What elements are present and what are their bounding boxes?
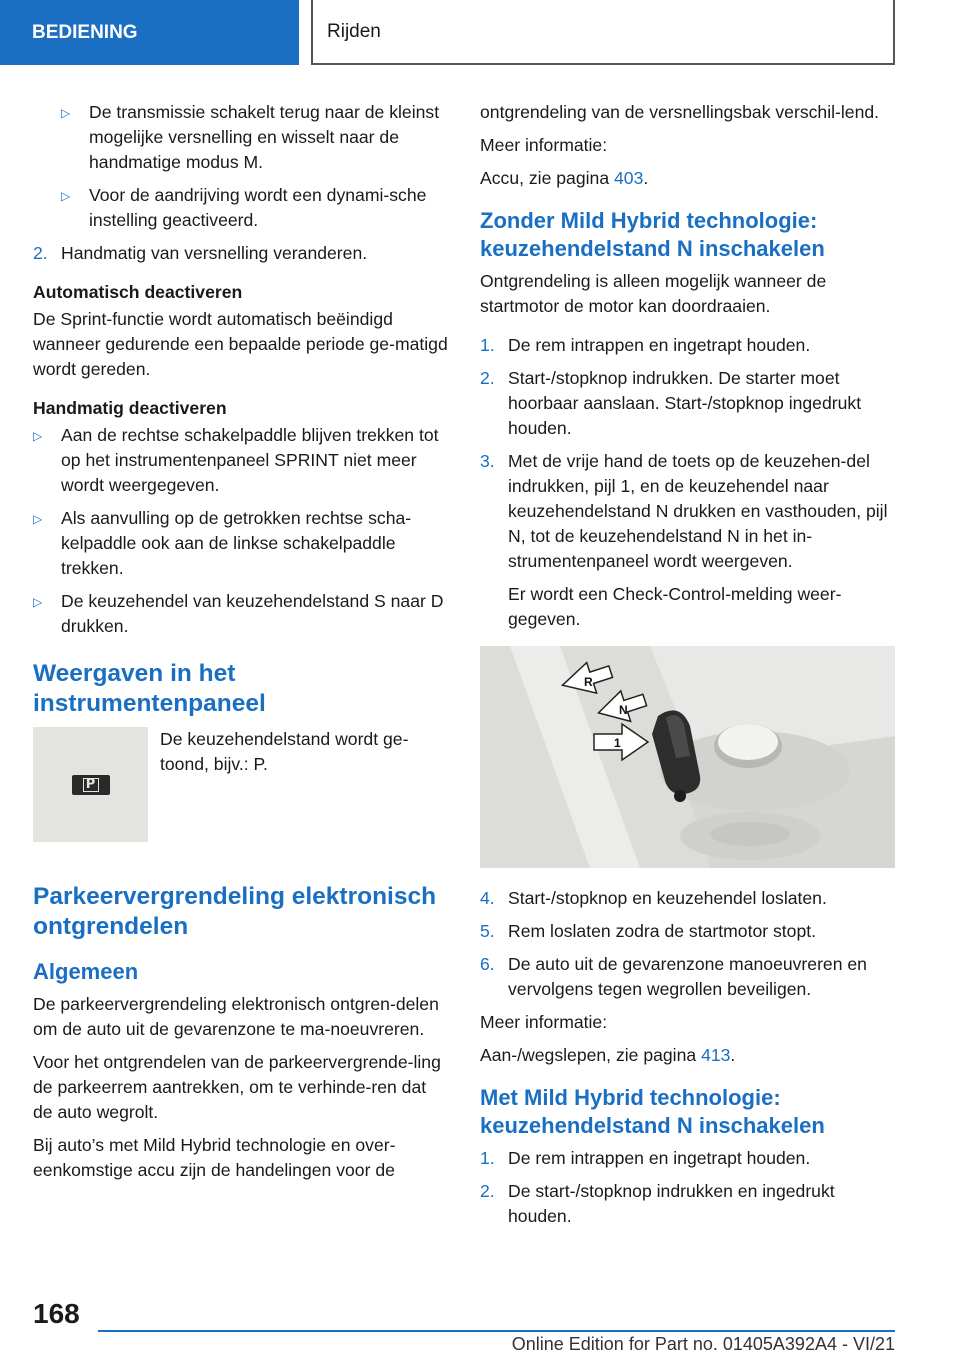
triangle-bullet-icon: ▷ xyxy=(33,512,43,526)
step-item: 5. Rem loslaten zodra de startmotor stopt. xyxy=(480,919,895,944)
step-number: 5. xyxy=(480,921,495,941)
manual-deactivate-heading: Handmatig deactiveren xyxy=(33,398,227,418)
edition-info: Online Edition for Part no. 01405A392A4 - VI/21 xyxy=(511,1334,895,1354)
list-item: ▷ De transmissie schakelt terug naar de kleinst mogelijke versnelling en wisselt naar de handmatige modus M. xyxy=(61,102,440,172)
without-intro: Ontgrendeling is alleen mogelijk wanneer de startmotor de motor kan doordraaien. xyxy=(480,271,827,316)
left-column xyxy=(33,100,448,1191)
section-title: BEDIENING xyxy=(32,21,138,43)
chapter-tab xyxy=(311,0,895,65)
display-indicator-image xyxy=(33,727,148,842)
triangle-bullet-icon: ▷ xyxy=(33,595,43,609)
step-item: 1. De rem intrappen en ingetrapt houden. xyxy=(480,333,895,358)
more-info-label: Meer informatie: xyxy=(480,135,608,155)
reference-line: Aan-/wegslepen, zie pagina 413. xyxy=(480,1045,736,1065)
step-item: 2. De start-/stopknop indrukken en ingedrukt houden. xyxy=(480,1181,835,1226)
list-item: ▷ Aan de rechtse schakelpaddle blijven trekken tot op het instrumentenpaneel SPRINT niet meer wordt weergegeven. xyxy=(33,425,439,495)
sprint-sub-bullets xyxy=(33,100,448,233)
general-paragraph: De parkeervergrendeling elektronisch ontgren-delen om de auto uit de gevarenzone te ma-noeuvreren. xyxy=(33,994,439,1039)
park-indicator-icon: P xyxy=(72,775,110,795)
list-item: ▷ De keuzehendel van keuzehendelstand S naar D drukken. xyxy=(33,591,444,636)
step-item: 2. Handmatig van versnelling veranderen. xyxy=(33,241,448,266)
step-number: 1. xyxy=(480,335,495,355)
step-number: 2. xyxy=(480,1181,495,1201)
page-link-403[interactable]: 403 xyxy=(614,168,644,188)
general-paragraph: Voor het ontgrendelen van de parkeervergrende-ling de parkeerrem aantrekken, om te verhinde-ren dat de auto wegrolt. xyxy=(33,1052,441,1122)
list-item: ▷ Voor de aandrijving wordt een dynami-sche instelling geactiveerd. xyxy=(61,185,427,230)
section-tab xyxy=(0,0,299,65)
page-number: 168 xyxy=(33,1298,80,1329)
auto-deactivate-text: De Sprint-functie wordt automatisch beëindigd wanneer gedurende een bepaalde periode ge-matigd wordt gereden. xyxy=(33,309,448,379)
svg-text:R: R xyxy=(584,675,593,689)
footer-divider xyxy=(98,1330,895,1332)
step-item: 4. Start-/stopknop en keuzehendel loslaten. xyxy=(480,886,895,911)
step-number: 2. xyxy=(480,368,495,388)
list-item: ▷ Als aanvulling op de getrokken rechtse scha-kelpaddle ook aan de linkse schakelpaddle trekken. xyxy=(33,508,412,578)
reference-line: Accu, zie pagina 403. xyxy=(480,168,649,188)
svg-text:N: N xyxy=(619,703,628,717)
without-mild-hybrid-heading: Zonder Mild Hybrid technologie: keuzehendelstand N inschakelen xyxy=(480,208,825,261)
step-number: 1. xyxy=(480,1148,495,1168)
step-note: Er wordt een Check-Control-melding weer-gegeven. xyxy=(508,584,842,629)
display-heading: Weergaven in het instrumentenpaneel xyxy=(33,660,266,717)
triangle-bullet-icon: ▷ xyxy=(33,429,43,443)
step-number: 4. xyxy=(480,888,495,908)
general-paragraph: Bij auto’s met Mild Hybrid technologie en over-eenkomstige accu zijn de handelingen voor de xyxy=(33,1135,396,1180)
right-column xyxy=(480,100,895,1237)
more-info-label: Meer informatie: xyxy=(480,1012,608,1032)
step-item: 1. De rem intrappen en ingetrapt houden. xyxy=(480,1146,895,1171)
continued-text: ontgrendeling van de versnellingsbak verschil-lend. xyxy=(480,102,880,122)
step-number: 3. xyxy=(480,451,495,471)
gear-selector-photo xyxy=(480,646,895,868)
page-link-413[interactable]: 413 xyxy=(701,1045,731,1065)
chapter-title: Rijden xyxy=(327,20,381,42)
park-unlock-heading: Parkeervergrendeling elektronisch ontgrendelen xyxy=(33,883,437,940)
general-heading: Algemeen xyxy=(33,959,139,984)
step-number: 6. xyxy=(480,954,495,974)
step-item: 6. De auto uit de gevarenzone manoeuvreren en vervolgens tegen wegrollen beveiligen. xyxy=(480,954,867,999)
step-item: 3. Met de vrije hand de toets op de keuzehen-del indrukken, pijl 1, en de keuzehendel naar keuzehendelstand N drukken en vasthouden, pijl N, tot de keuzehendelstand N in het in-strumentenpaneel wordt weergeven. xyxy=(480,451,888,571)
step-item: 2. Start-/stopknop indrukken. De starter moet hoorbaar aanslaan. Start-/stopknop ingedrukt houden. xyxy=(480,368,862,438)
svg-text:1: 1 xyxy=(614,736,621,750)
display-text: De keuzehendelstand wordt ge-toond, bijv.: P. xyxy=(160,729,409,774)
with-mild-hybrid-heading: Met Mild Hybrid technologie: keuzehendelstand N inschakelen xyxy=(480,1085,825,1138)
auto-deactivate-heading: Automatisch deactiveren xyxy=(33,282,243,302)
triangle-bullet-icon: ▷ xyxy=(61,189,71,203)
triangle-bullet-icon: ▷ xyxy=(61,106,71,120)
step-number: 2. xyxy=(33,243,48,263)
